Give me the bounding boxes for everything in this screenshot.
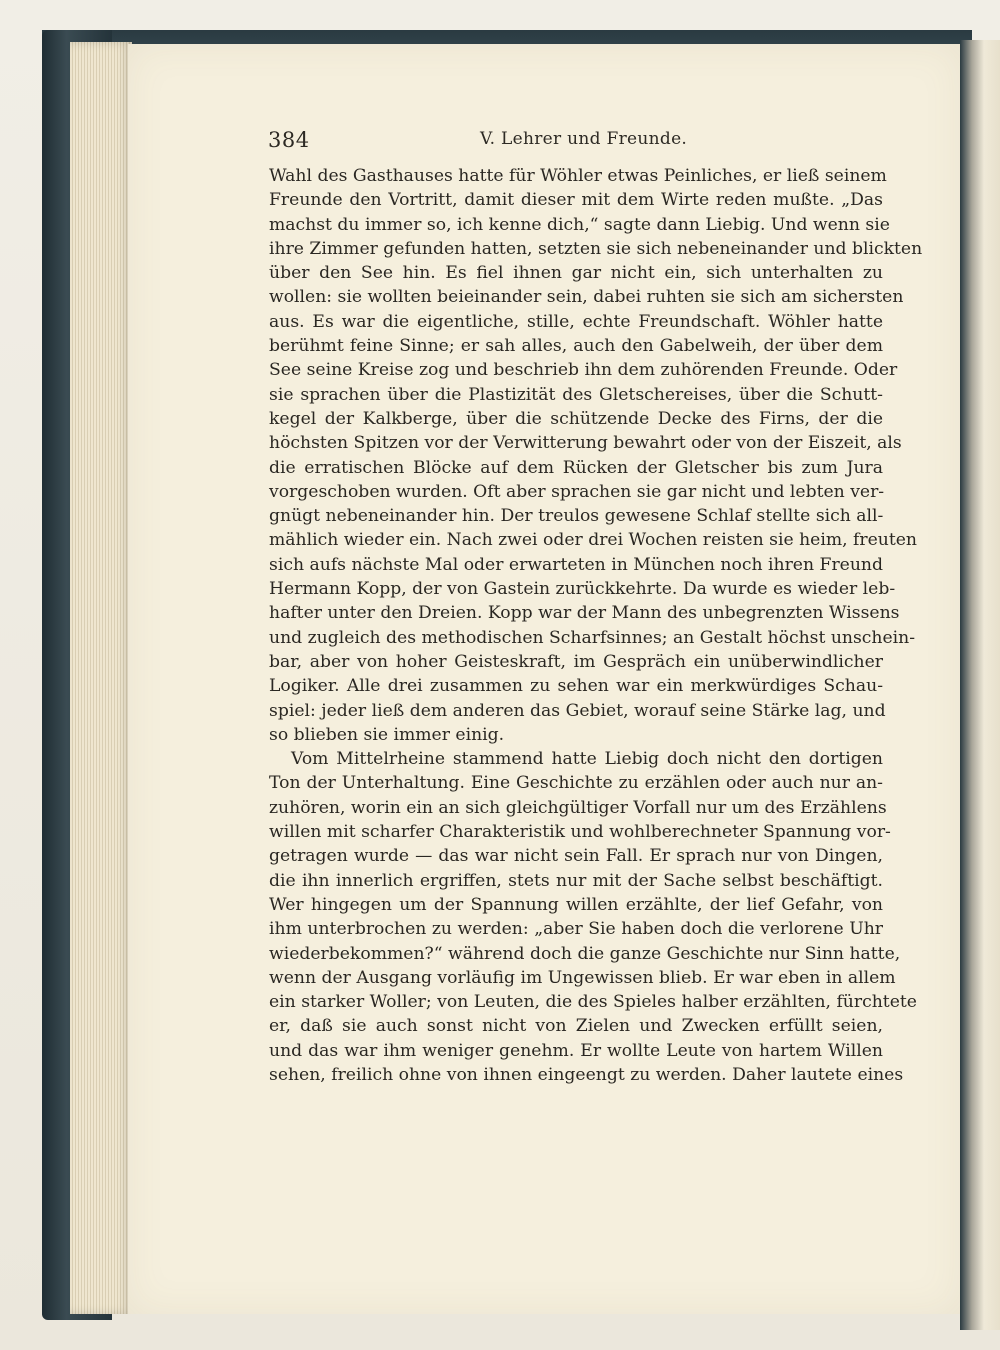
text-line: so blieben sie immer einig. [269, 724, 505, 745]
text-line: zuhören, worin ein an sich gleichgültiger Vorfall nur um des Erzählens [269, 797, 887, 818]
text-line: machst du immer so, ich kenne dich,“ sagte dann Liebig. Und wenn sie [269, 214, 890, 235]
text-line: mählich wieder ein. Nach zwei oder drei Wochen reisten sie heim, freuten [269, 530, 918, 551]
text-line: er, daß sie auch sonst nicht von Zielen und Zwecken erfüllt seien, [269, 1016, 883, 1037]
body-text [269, 164, 923, 1087]
text-line: berühmt feine Sinne; er sah alles, auch den Gabelweih, der über dem [269, 336, 883, 357]
text-line: die ihn innerlich ergriffen, stets nur mit der Sache selbst beschäftigt. [269, 870, 883, 891]
text-line: die erratischen Blöcke auf dem Rücken der Gletscher bis zum Jura [269, 457, 883, 478]
text-line: willen mit scharfer Charakteristik und wohlberechneter Spannung vor- [269, 822, 891, 843]
page-edges [70, 42, 132, 1314]
text-line: wenn der Ausgang vorläufig im Ungewissen blieb. Er war eben in allem [269, 967, 896, 988]
text-line: gnügt nebeneinander hin. Der treulos gewesene Schlaf stellte sich all- [269, 506, 884, 527]
facing-page-edge [960, 40, 1000, 1330]
text-line: ihre Zimmer gefunden hatten, setzten sie sich nebeneinander und blickten [269, 238, 923, 259]
text-line: Freunde den Vortritt, damit dieser mit dem Wirte reden mußte. „Das [269, 190, 883, 211]
text-line: höchsten Spitzen vor der Verwitterung bewahrt oder von der Eiszeit, als [269, 433, 902, 454]
text-line: spiel: jeder ließ dem anderen das Gebiet, worauf seine Stärke lag, und [269, 700, 886, 721]
text-line: hafter unter den Dreien. Kopp war der Mann des unbegrenzten Wissens [269, 603, 900, 624]
text-line: sie sprachen über die Plastizität des Gletschereises, über die Schutt- [269, 384, 883, 405]
text-line: und das war ihm weniger genehm. Er wollte Leute von hartem Willen [269, 1040, 883, 1061]
running-head [268, 124, 882, 154]
text-line: ihm unterbrochen zu werden: „aber Sie haben doch die verlorene Uhr [269, 919, 883, 940]
text-line: ein starker Woller; von Leuten, die des Spieles halber erzählten, fürchtete [269, 992, 917, 1013]
text-line: wiederbekommen?“ während doch die ganze Geschichte nur Sinn hatte, [269, 943, 901, 964]
text-line: aus. Es war die eigentliche, stille, echte Freundschaft. Wöhler hatte [269, 311, 883, 332]
page-number: 384 [268, 128, 310, 152]
text-line: Wahl des Gasthauses hatte für Wöhler etwas Peinliches, er ließ seinem [269, 166, 887, 186]
chapter-heading: V. Lehrer und Freunde. [480, 129, 688, 149]
text-line: Hermann Kopp, der von Gastein zurückkehrte. Da wurde es wieder leb- [269, 579, 896, 600]
text-line: wollen: sie wollten beieinander sein, dabei ruhten sie sich am sichersten [269, 287, 904, 308]
text-line: getragen wurde — das war nicht sein Fall. Er sprach nur von Dingen, [269, 846, 883, 867]
text-line: über den See hin. Es fiel ihnen gar nicht ein, sich unterhalten zu [269, 263, 883, 284]
text-line: Logiker. Alle drei zusammen zu sehen war ein merkwürdiges Schau- [269, 676, 883, 697]
text-line: Vom Mittelrheine stammend hatte Liebig doch nicht den dortigen [291, 749, 883, 770]
text-line: sehen, freilich ohne von ihnen eingeengt zu werden. Daher lautete eines [269, 1064, 904, 1085]
text-line: sich aufs nächste Mal oder erwarteten in München noch ihren Freund [269, 554, 883, 575]
text-line: See seine Kreise zog und beschrieb ihn dem zuhörenden Freunde. Oder [269, 360, 898, 381]
text-line: Wer hingegen um der Spannung willen erzählte, der lief Gefahr, von [269, 894, 883, 915]
text-line: und zugleich des methodischen Scharfsinnes; an Gestalt höchst unschein- [269, 627, 916, 648]
text-line: bar, aber von hoher Geisteskraft, im Gespräch ein unüberwindlicher [269, 651, 883, 672]
text-line: Ton der Unterhaltung. Eine Geschichte zu erzählen oder auch nur an- [269, 773, 883, 794]
text-line: kegel der Kalkberge, über die schützende Decke des Firns, der die [269, 408, 883, 429]
text-line: vorgeschoben wurden. Oft aber sprachen sie gar nicht und lebten ver- [269, 481, 885, 502]
